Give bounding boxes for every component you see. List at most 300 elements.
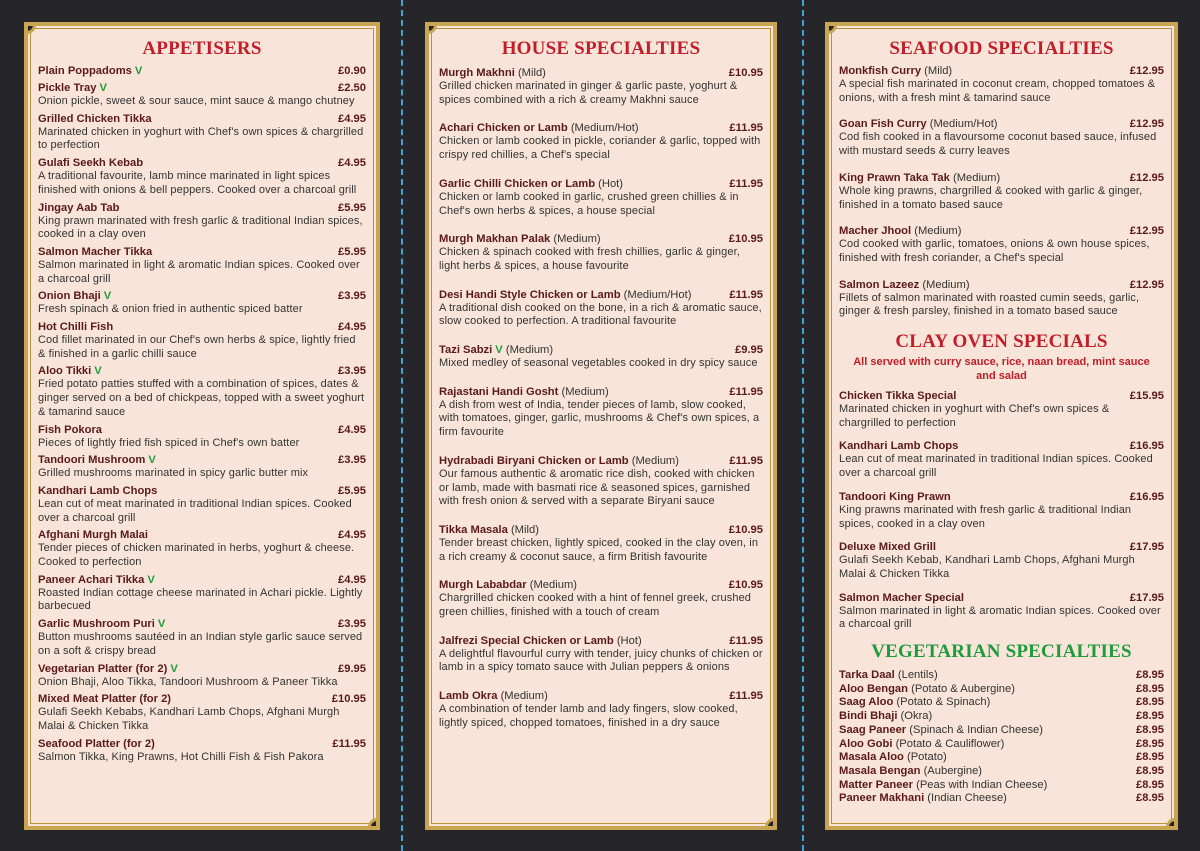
- menu-item-row: [839, 439, 1164, 453]
- dish-note: (Medium): [922, 278, 970, 291]
- menu-item-row: [839, 669, 1164, 683]
- dish-price: £16.95: [1129, 490, 1164, 503]
- menu-item: [839, 171, 1164, 212]
- dish-price: £11.95: [729, 177, 763, 190]
- dish-description: Chicken or lamb cooked in garlic, crushed green chillies & in Chef's own herbs & spices, a house special: [439, 190, 739, 217]
- panel-seafood-clay-veg: [825, 22, 1178, 830]
- menu-item-title: [439, 232, 601, 246]
- menu-item: [839, 683, 1164, 697]
- dish-name: Saag Paneer: [839, 723, 907, 736]
- menu-item: [38, 692, 366, 733]
- dish-name: Deluxe Mixed Grill: [839, 541, 936, 554]
- menu-item-title: [38, 484, 157, 498]
- dish-name: Mixed Meat Platter (for 2): [38, 693, 172, 706]
- menu-item: [38, 423, 366, 451]
- dish-price: £12.95: [1129, 225, 1164, 238]
- menu-item: [38, 112, 366, 153]
- menu-item-row: [38, 528, 366, 542]
- menu-item-row: [439, 385, 763, 399]
- menu-item: [38, 156, 366, 197]
- menu-item-title: [439, 66, 546, 80]
- menu-item: [38, 617, 366, 658]
- dish-note: (Peas with Indian Cheese): [916, 778, 1048, 791]
- dish-price: £8.95: [1136, 751, 1164, 764]
- dish-description: Tender pieces of chicken marinated in herbs, yoghurt & cheese. Cooked to perfection: [38, 542, 355, 569]
- dish-price: £9.95: [735, 344, 763, 357]
- menu-item: [38, 737, 366, 765]
- dish-price: £12.95: [1129, 171, 1164, 184]
- menu-item-row: [38, 737, 366, 751]
- dish-description: A dish from west of India, tender pieces of lamb, slow cooked, with tomatoes, ginger, garlic, mushrooms & Chef's own spices, a firm favourite: [439, 398, 760, 439]
- dish-name: Rajastani Handi Gosht: [439, 385, 559, 398]
- menu-item: [839, 765, 1164, 779]
- menu-item: [839, 64, 1164, 105]
- dish-description: Onion Bhaji, Aloo Tikka, Tandoori Mushroom & Paneer Tikka: [38, 675, 338, 688]
- menu-item: [839, 751, 1164, 765]
- dish-name: Lamb Okra: [439, 690, 498, 703]
- dish-name: Afghani Murgh Malai: [38, 529, 149, 542]
- dish-name: Kandhari Lamb Chops: [38, 484, 158, 497]
- menu-item: [439, 343, 763, 371]
- menu-item-row: [38, 64, 366, 78]
- dish-name: Plain Poppadoms: [38, 65, 132, 77]
- vegetarian-badge: V: [99, 82, 107, 94]
- dish-name: Achari Chicken or Lamb: [439, 122, 568, 135]
- menu-item-title: [439, 634, 642, 648]
- menu-item: [839, 117, 1164, 158]
- menu-item-row: [839, 738, 1164, 752]
- menu-item-row: [439, 689, 763, 703]
- menu-item: [439, 232, 763, 273]
- dish-note: (Potato & Cauliflower): [895, 737, 1005, 750]
- menu-item: [38, 364, 366, 419]
- dish-name: Macher Jhool: [839, 225, 912, 238]
- menu-item: [839, 591, 1164, 632]
- dish-price: £5.95: [338, 201, 366, 214]
- menu-item: [38, 662, 366, 690]
- menu-item-row: [839, 540, 1164, 554]
- dish-price: £10.95: [728, 67, 763, 79]
- menu-item-title: [839, 751, 947, 765]
- vegetarian-badge: V: [147, 573, 155, 586]
- menu-item: [439, 634, 763, 675]
- dish-note: (Potato): [906, 751, 947, 764]
- menu-item-title: [38, 528, 148, 542]
- menu-item-title: [839, 591, 964, 605]
- dish-description: Onion pickle, sweet & sour sauce, mint sauce & mango chutney: [38, 95, 355, 107]
- menu-item-title: [839, 117, 998, 131]
- dish-price: £15.95: [1129, 390, 1164, 403]
- menu-item-title: [38, 453, 156, 467]
- dish-price: £8.95: [1136, 792, 1164, 805]
- dish-description: Lean cut of meat marinated in traditional Indian spices. Cooked over a charcoal grill: [38, 497, 352, 524]
- dish-name: Grilled Chicken Tikka: [38, 112, 152, 125]
- menu-item-row: [439, 454, 763, 468]
- dish-note: (Hot): [598, 177, 624, 190]
- menu-item-row: [839, 792, 1164, 806]
- menu-item: [839, 389, 1164, 430]
- menu-item-row: [839, 490, 1164, 504]
- dish-note: (Medium/Hot): [570, 122, 639, 135]
- dish-description: Salmon marinated in light & aromatic Indian spices. Cooked over a charcoal grill: [839, 604, 1161, 631]
- menu-item-title: [38, 112, 152, 126]
- menu-item-title: [38, 201, 119, 215]
- dish-description: Our famous authentic & aromatic rice dish, cooked with chicken or lamb, made with basmati rice & seasoned spices, garnished with fresh onion & served with a separate Biryani sauce: [439, 467, 755, 508]
- dish-name: Saag Aloo: [839, 696, 894, 709]
- vegetarian-badge: V: [148, 454, 156, 467]
- dish-name: Murgh Makhni: [439, 67, 515, 79]
- menu-item: [439, 689, 763, 730]
- dish-name: Paneer Achari Tikka: [38, 573, 145, 586]
- dish-name: Masala Bengan: [839, 764, 921, 777]
- vegetarian-badge: V: [170, 662, 178, 675]
- menu-item-title: [38, 662, 178, 676]
- section-title-seafood: SEAFOOD SPECIALTIES: [889, 38, 1114, 59]
- dish-name: Murgh Makhan Palak: [439, 233, 551, 246]
- menu-item-title: [38, 692, 171, 706]
- dish-note: (Medium): [553, 233, 601, 246]
- dish-note: (Medium): [631, 454, 679, 467]
- menu-item-row: [839, 765, 1164, 779]
- menu-item: [38, 573, 366, 614]
- menu-item-row: [439, 177, 763, 191]
- dish-price: £8.95: [1136, 737, 1164, 750]
- dish-description: Cod cooked with garlic, tomatoes, onions & own house spices, finished with fresh coriander, a Chef's special: [839, 238, 1150, 264]
- dish-price: £3.95: [338, 454, 366, 467]
- menu-item-title: [839, 540, 936, 554]
- menu-item-row: [38, 81, 366, 95]
- dish-description: A delightful flavourful curry with tender, juicy chunks of chicken or lamb in a spicy tomato sauce with Julian peppers & onions: [439, 647, 763, 674]
- dish-description: Chicken & spinach cooked with fresh chillies, garlic & ginger, light herbs & spices, a house favourite: [439, 246, 740, 272]
- dish-description: Marinated chicken in yoghurt with Chef's own spices & chargrilled to perfection: [38, 125, 364, 152]
- dish-note: (Spinach & Indian Cheese): [909, 723, 1043, 736]
- dish-price: £3.95: [338, 365, 366, 378]
- menu-item-row: [839, 710, 1164, 724]
- menu-item: [439, 177, 763, 218]
- menu-item-row: [38, 573, 366, 587]
- dish-name: King Prawn Taka Tak: [839, 171, 950, 184]
- dish-name: Tandoori King Prawn: [839, 490, 951, 503]
- dish-note: (Medium/Hot): [929, 118, 998, 131]
- menu-item-row: [439, 66, 763, 80]
- dish-price: £12.95: [1129, 278, 1164, 291]
- dish-name: Salmon Macher Tikka: [38, 245, 153, 258]
- dish-price: £12.95: [1129, 65, 1164, 77]
- menu-list: [439, 66, 763, 731]
- menu-item-row: [439, 523, 763, 537]
- dish-note: (Medium): [529, 579, 577, 592]
- menu-item: [839, 779, 1164, 793]
- menu-item: [439, 121, 763, 162]
- dish-note: (Medium): [505, 344, 554, 357]
- menu-item-title: [38, 737, 155, 751]
- dish-name: Jingay Aab Tab: [38, 201, 120, 214]
- menu-item: [439, 454, 763, 509]
- menu-item-title: [839, 792, 1007, 806]
- dish-name: Aloo Gobi: [839, 737, 893, 750]
- dish-name: Goan Fish Curry: [839, 118, 927, 131]
- dish-price: £8.95: [1136, 710, 1164, 723]
- dish-name: Salmon Lazeez: [839, 278, 920, 291]
- dish-price: £10.95: [728, 579, 763, 592]
- menu-item-title: [439, 523, 539, 537]
- dish-price: £17.95: [1129, 591, 1164, 604]
- dish-price: £10.95: [331, 693, 366, 706]
- dish-description: Pieces of lightly fried fish spiced in Chef's own batter: [38, 436, 300, 449]
- menu-item-row: [38, 245, 366, 259]
- dish-name: Masala Aloo: [839, 751, 904, 764]
- dish-note: (Medium): [561, 385, 609, 398]
- menu-item-title: [839, 683, 1015, 697]
- menu-item-row: [38, 423, 366, 437]
- dish-description: Cod fillet marinated in our Chef's own herbs & spice, lightly fried & finished in a garlic chilli sauce: [38, 334, 356, 360]
- dish-price: £5.95: [338, 484, 366, 497]
- dish-price: £11.95: [729, 122, 763, 135]
- dish-description: Chicken or lamb cooked in pickle, coriander & garlic, topped with crispy red chillies, a Chef's special: [439, 135, 761, 162]
- menu-item-row: [839, 278, 1164, 292]
- menu-item-title: [839, 710, 932, 724]
- menu-item: [439, 288, 763, 329]
- dish-price: £4.95: [338, 423, 366, 436]
- menu-item: [38, 528, 366, 569]
- menu-item-title: [839, 439, 958, 453]
- menu-item-row: [839, 751, 1164, 765]
- menu-item-title: [439, 121, 639, 135]
- dish-note: (Medium): [914, 225, 962, 238]
- dish-description: Whole king prawns, chargrilled & cooked with garlic & ginger, finished in a tomato based sauce: [839, 184, 1143, 211]
- section-title-vegetarian: VEGETARIAN SPECIALTIES: [871, 641, 1132, 663]
- menu-item-title: [839, 64, 952, 78]
- menu-list: [839, 64, 1164, 319]
- dish-price: £11.95: [729, 385, 763, 398]
- menu-item-title: [839, 724, 1043, 738]
- dish-name: Aloo Tikki: [38, 365, 92, 378]
- menu-item: [38, 245, 366, 286]
- dish-price: £10.95: [728, 233, 763, 246]
- menu-item: [839, 439, 1164, 480]
- dish-name: Jalfrezi Special Chicken or Lamb: [439, 634, 614, 647]
- menu-item: [439, 385, 763, 440]
- dish-name: Matter Paneer: [839, 778, 913, 791]
- fold-line-left: [401, 0, 403, 851]
- dish-description: Gulafi Seekh Kebabs, Kandhari Lamb Chops, Afghani Murgh Malai & Chicken Tikka: [38, 706, 340, 732]
- dish-note: (Medium/Hot): [623, 288, 692, 301]
- menu-item-title: [38, 289, 111, 303]
- menu-item: [439, 66, 763, 107]
- vegetarian-badge: V: [157, 618, 166, 631]
- vegetarian-badge: V: [134, 65, 143, 77]
- dish-note: (Lentils): [897, 669, 938, 682]
- section-title-appetisers: APPETISERS: [142, 38, 262, 59]
- dish-description: A combination of tender lamb and lady fingers, slow cooked, lightly spiced, chopped tomatoes, finished in a dry sauce: [439, 703, 738, 729]
- section-title-clay-oven: CLAY OVEN SPECIALS: [895, 331, 1108, 353]
- menu-item-row: [839, 117, 1164, 131]
- menu-item-row: [439, 343, 763, 357]
- dish-name: Desi Handi Style Chicken or Lamb: [439, 288, 621, 301]
- menu-item-title: [439, 288, 691, 302]
- dish-description: Gulafi Seekh Kebab, Kandhari Lamb Chops, Afghani Murgh Malai & Chicken Tikka: [839, 554, 1135, 580]
- dish-name: Gulafi Seekh Kebab: [38, 157, 144, 170]
- menu-item-title: [439, 578, 577, 592]
- dish-description: Marinated chicken in yoghurt with Chef's own spices & chargrilled to perfection: [839, 403, 1110, 429]
- dish-description: Mixed medley of seasonal vegetables cooked in dry spicy sauce: [439, 357, 758, 370]
- menu-item-row: [839, 779, 1164, 793]
- menu-item-title: [839, 696, 990, 710]
- menu-item: [839, 490, 1164, 531]
- menu-item-row: [839, 683, 1164, 697]
- dish-description: A traditional dish cooked on the bone, in a rich & aromatic sauce, slow cooked to perfection. A traditional favourite: [439, 301, 762, 328]
- menu-item-title: [38, 64, 142, 78]
- menu-item: [439, 523, 763, 564]
- dish-name: Garlic Chilli Chicken or Lamb: [439, 177, 596, 190]
- dish-price: £11.95: [729, 288, 763, 301]
- menu-item-title: [839, 171, 1000, 185]
- menu-item-row: [38, 320, 366, 334]
- menu-item-row: [839, 224, 1164, 238]
- dish-name: Tarka Daal: [839, 669, 895, 682]
- menu-list: [38, 64, 366, 764]
- menu-item-row: [38, 484, 366, 498]
- menu-item-row: [839, 591, 1164, 605]
- dish-description: Lean cut of meat marinated in traditional Indian spices. Cooked over a charcoal grill: [839, 453, 1153, 480]
- menu-item-title: [839, 765, 982, 779]
- dish-price: £4.95: [338, 321, 366, 334]
- dish-description: A traditional favourite, lamb mince marinated in light spices finished with onions & bell peppers. Cooked over a charcoal grill: [38, 170, 357, 196]
- dish-price: £16.95: [1129, 440, 1164, 453]
- menu-list: [839, 389, 1164, 632]
- dish-note: (Mild): [517, 67, 546, 79]
- fold-line-right: [802, 0, 804, 851]
- menu-item-title: [38, 423, 102, 437]
- dish-description: King prawn marinated with fresh garlic & traditional Indian spices, cooked in a clay oven: [38, 214, 363, 241]
- dish-name: Vegetarian Platter (for 2): [38, 662, 168, 675]
- menu-item-row: [38, 156, 366, 170]
- dish-name: Bindi Bhaji: [839, 710, 898, 723]
- menu-item-title: [839, 389, 956, 403]
- menu-item-row: [38, 692, 366, 706]
- menu-item-title: [38, 245, 152, 259]
- dish-note: (Indian Cheese): [927, 792, 1007, 805]
- menu-item: [38, 64, 366, 78]
- menu-item-title: [38, 364, 102, 378]
- menu-item: [38, 484, 366, 525]
- menu-item-title: [839, 278, 970, 292]
- dish-note: (Potato & Spinach): [896, 696, 991, 709]
- menu-item-row: [38, 289, 366, 303]
- dish-price: £8.95: [1136, 669, 1164, 682]
- menu-item-title: [38, 617, 165, 631]
- dish-description: Cod fish cooked in a flavoursome coconut based sauce, infused with mustard seeds & curry leaves: [839, 131, 1157, 158]
- menu-item-row: [38, 201, 366, 215]
- dish-description: Chargrilled chicken cooked with a hint of fennel greek, crushed green chillies, finished with a touch of cream: [439, 592, 752, 619]
- menu-item-title: [439, 385, 609, 399]
- dish-description: King prawns marinated with fresh garlic & traditional Indian spices, cooked in a clay oven: [839, 503, 1132, 530]
- menu-item-row: [439, 578, 763, 592]
- menu-item-title: [839, 779, 1047, 793]
- menu-item-row: [839, 724, 1164, 738]
- menu-item: [38, 81, 366, 109]
- dish-price: £11.95: [729, 454, 763, 467]
- dish-price: £8.95: [1136, 682, 1164, 695]
- vegetarian-badge: V: [94, 365, 102, 378]
- dish-note: (Hot): [616, 634, 642, 647]
- dish-description: Salmon marinated in light & aromatic Indian spices. Cooked over a charcoal grill: [38, 258, 360, 285]
- menu-item-title: [38, 320, 113, 334]
- dish-note: (Mild): [510, 523, 539, 536]
- menu-item-title: [839, 669, 938, 683]
- dish-price: £2.50: [338, 82, 366, 94]
- menu-item-row: [839, 389, 1164, 403]
- menu-item: [839, 696, 1164, 710]
- section-subtitle-clay-oven: All served with curry sauce, rice, naan bread, mint sauce and salad: [853, 356, 1150, 383]
- dish-description: Salmon Tikka, King Prawns, Hot Chilli Fish & Fish Pakora: [38, 750, 324, 763]
- dish-price: £4.95: [338, 112, 366, 125]
- menu-item-title: [439, 177, 623, 191]
- dish-note: (Aubergine): [923, 764, 983, 777]
- menu-item: [839, 724, 1164, 738]
- dish-price: £8.95: [1136, 764, 1164, 777]
- dish-price: £5.95: [338, 245, 366, 258]
- menu-item-title: [839, 490, 951, 504]
- menu-item: [439, 578, 763, 619]
- dish-price: £11.95: [729, 690, 763, 703]
- dish-name: Tandoori Mushroom: [38, 454, 146, 467]
- menu-item: [839, 738, 1164, 752]
- menu-item: [839, 540, 1164, 581]
- dish-price: £4.95: [338, 573, 366, 586]
- menu-item-row: [839, 171, 1164, 185]
- menu-item-title: [439, 689, 548, 703]
- panel-appetisers: [24, 22, 380, 830]
- menu-item-title: [38, 573, 155, 587]
- menu-list: [839, 669, 1164, 806]
- menu-item: [38, 201, 366, 242]
- dish-price: £11.95: [729, 634, 763, 647]
- menu-item: [38, 320, 366, 361]
- vegetarian-badge: V: [495, 344, 503, 357]
- menu-item-row: [38, 662, 366, 676]
- dish-price: £4.95: [338, 529, 366, 542]
- dish-price: £8.95: [1136, 723, 1164, 736]
- dish-price: £12.95: [1129, 118, 1164, 131]
- dish-note: (Medium): [500, 690, 548, 703]
- menu-item-title: [38, 156, 143, 170]
- dish-description: Button mushrooms sautéed in an Indian style garlic sauce served on a soft & crispy bread: [38, 631, 363, 657]
- menu-item: [839, 278, 1164, 319]
- dish-description: Fresh spinach & onion fried in authentic spiced batter: [38, 303, 303, 316]
- dish-price: £0.90: [338, 65, 366, 77]
- menu-item-title: [439, 454, 679, 468]
- dish-name: Tikka Masala: [439, 523, 508, 536]
- dish-price: £3.95: [338, 618, 366, 631]
- dish-note: (Okra): [900, 710, 933, 723]
- dish-name: Chicken Tikka Special: [839, 390, 957, 403]
- dish-price: £9.95: [338, 662, 366, 675]
- menu-item-row: [439, 634, 763, 648]
- dish-name: Kandhari Lamb Chops: [839, 440, 959, 453]
- dish-description: Tender breast chicken, lightly spiced, cooked in the clay oven, in a rich creamy & coconut sauce, a firm British favourite: [439, 536, 759, 563]
- dish-note: (Mild): [924, 65, 953, 77]
- dish-name: Murgh Lababdar: [439, 579, 527, 592]
- dish-note: (Potato & Aubergine): [911, 682, 1015, 695]
- menu-item-row: [38, 453, 366, 467]
- dish-name: Aloo Bengan: [839, 682, 908, 695]
- menu-item: [839, 224, 1164, 265]
- dish-note: (Medium): [952, 171, 1001, 184]
- dish-name: Hot Chilli Fish: [38, 321, 114, 334]
- menu-item-title: [439, 343, 553, 357]
- menu-item: [38, 289, 366, 317]
